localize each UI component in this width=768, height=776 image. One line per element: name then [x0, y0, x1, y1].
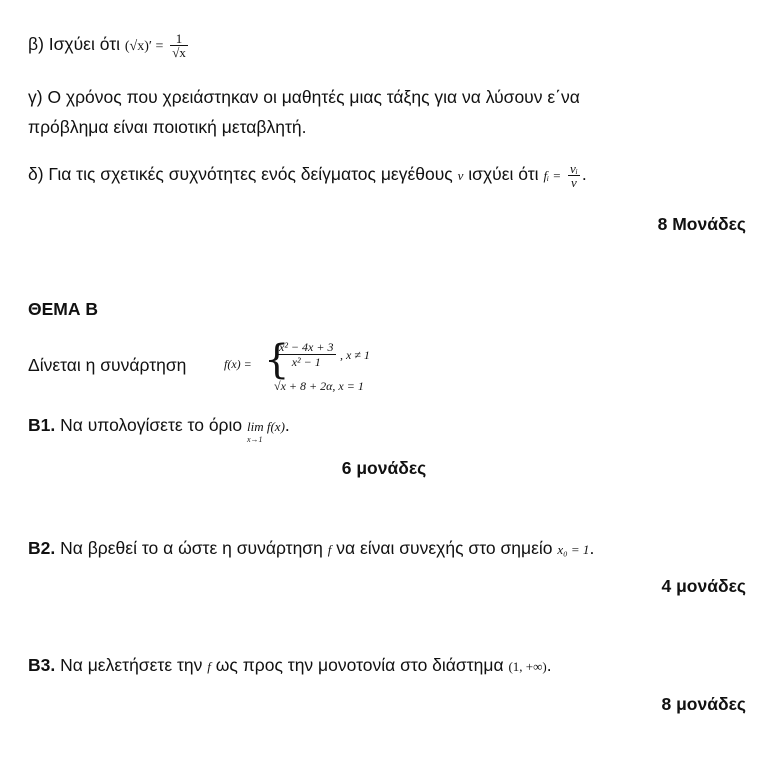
- item-c-line2: πρόβλημα είναι ποιοτική μεταβλητή.: [28, 117, 307, 137]
- function-case1-condition: , x ≠ 1: [340, 348, 370, 362]
- b3-f: f: [207, 659, 211, 674]
- item-b-numerator: 1: [170, 32, 188, 46]
- item-d-text-start: δ) Για τις σχετικές συχνότητες ενός δείγματος μεγέθους: [28, 164, 453, 185]
- b3: [28, 654, 552, 678]
- function-fx: f(x) =: [224, 357, 252, 371]
- b2-text-start: Να βρεθεί το α ώστε η συνάρτηση: [60, 538, 323, 558]
- function-case2: √x + 8 + 2α, x = 1: [274, 379, 364, 393]
- b1-label: Β1.: [28, 415, 56, 435]
- item-b-formula-lhs: (√x)′ =: [124, 39, 164, 55]
- item-d-nu: ν: [457, 168, 464, 184]
- item-d-formula-lhs: fᵢ =: [543, 168, 562, 184]
- points-b1: 6 μονάδες: [341, 458, 427, 478]
- b2-text-mid: να είναι συνεχής στο σημείο: [336, 538, 553, 558]
- b2-f: f: [327, 542, 332, 557]
- item-b-denominator: √x: [172, 45, 186, 60]
- points-a: 8 Μονάδες: [657, 214, 746, 234]
- b2-formula: x₀ = 1: [557, 542, 590, 557]
- b2-label: Β2.: [28, 538, 56, 558]
- item-b-text: β) Ισχύει ότι: [28, 34, 121, 55]
- function-case1-numerator: x² − 4x + 3: [276, 340, 336, 355]
- b3-end: .: [546, 655, 552, 675]
- item-d-numerator: νᵢ: [570, 161, 578, 176]
- item-d-end: .: [581, 164, 587, 185]
- b1: [28, 414, 290, 444]
- b1-text: Να υπολογίσετε το όριο: [60, 415, 243, 435]
- item-d: [28, 162, 587, 189]
- item-d-denominator: ν: [571, 175, 577, 190]
- b1-formula: lim f(x): [247, 419, 285, 434]
- points-b2: 4 μονάδες: [661, 576, 746, 596]
- points-b3: 8 μονάδες: [661, 694, 746, 714]
- b3-label: Β3.: [28, 655, 56, 675]
- b2: [28, 537, 594, 561]
- function-brace-icon: {: [264, 337, 290, 383]
- item-d-text-mid: ισχύει ότι: [468, 164, 539, 185]
- function-case1-fraction: [276, 340, 336, 369]
- item-d-fraction: [568, 162, 580, 189]
- item-b: [28, 32, 190, 59]
- b1-end: .: [284, 415, 290, 435]
- function-intro: Δίνεται η συνάρτηση: [28, 355, 187, 375]
- b1-limit: [247, 414, 285, 444]
- b3-text-mid: ως προς την μονοτονία στο διάστημα: [215, 655, 504, 675]
- b2-end: .: [589, 538, 595, 558]
- b3-formula: (1, +∞): [508, 659, 547, 674]
- b3-text-start: Να μελετήσετε την: [60, 655, 203, 675]
- b1-subscript: x→1: [247, 435, 263, 444]
- function-case1-denominator: x² − 1: [291, 355, 321, 369]
- item-b-fraction: [170, 32, 188, 59]
- theme-b-title: ΘΕΜΑ Β: [28, 299, 98, 319]
- item-c-line1: γ) Ο χρόνος που χρειάστηκαν οι μαθητές μιας τάξης για να λύσουν ε΄να: [28, 87, 580, 107]
